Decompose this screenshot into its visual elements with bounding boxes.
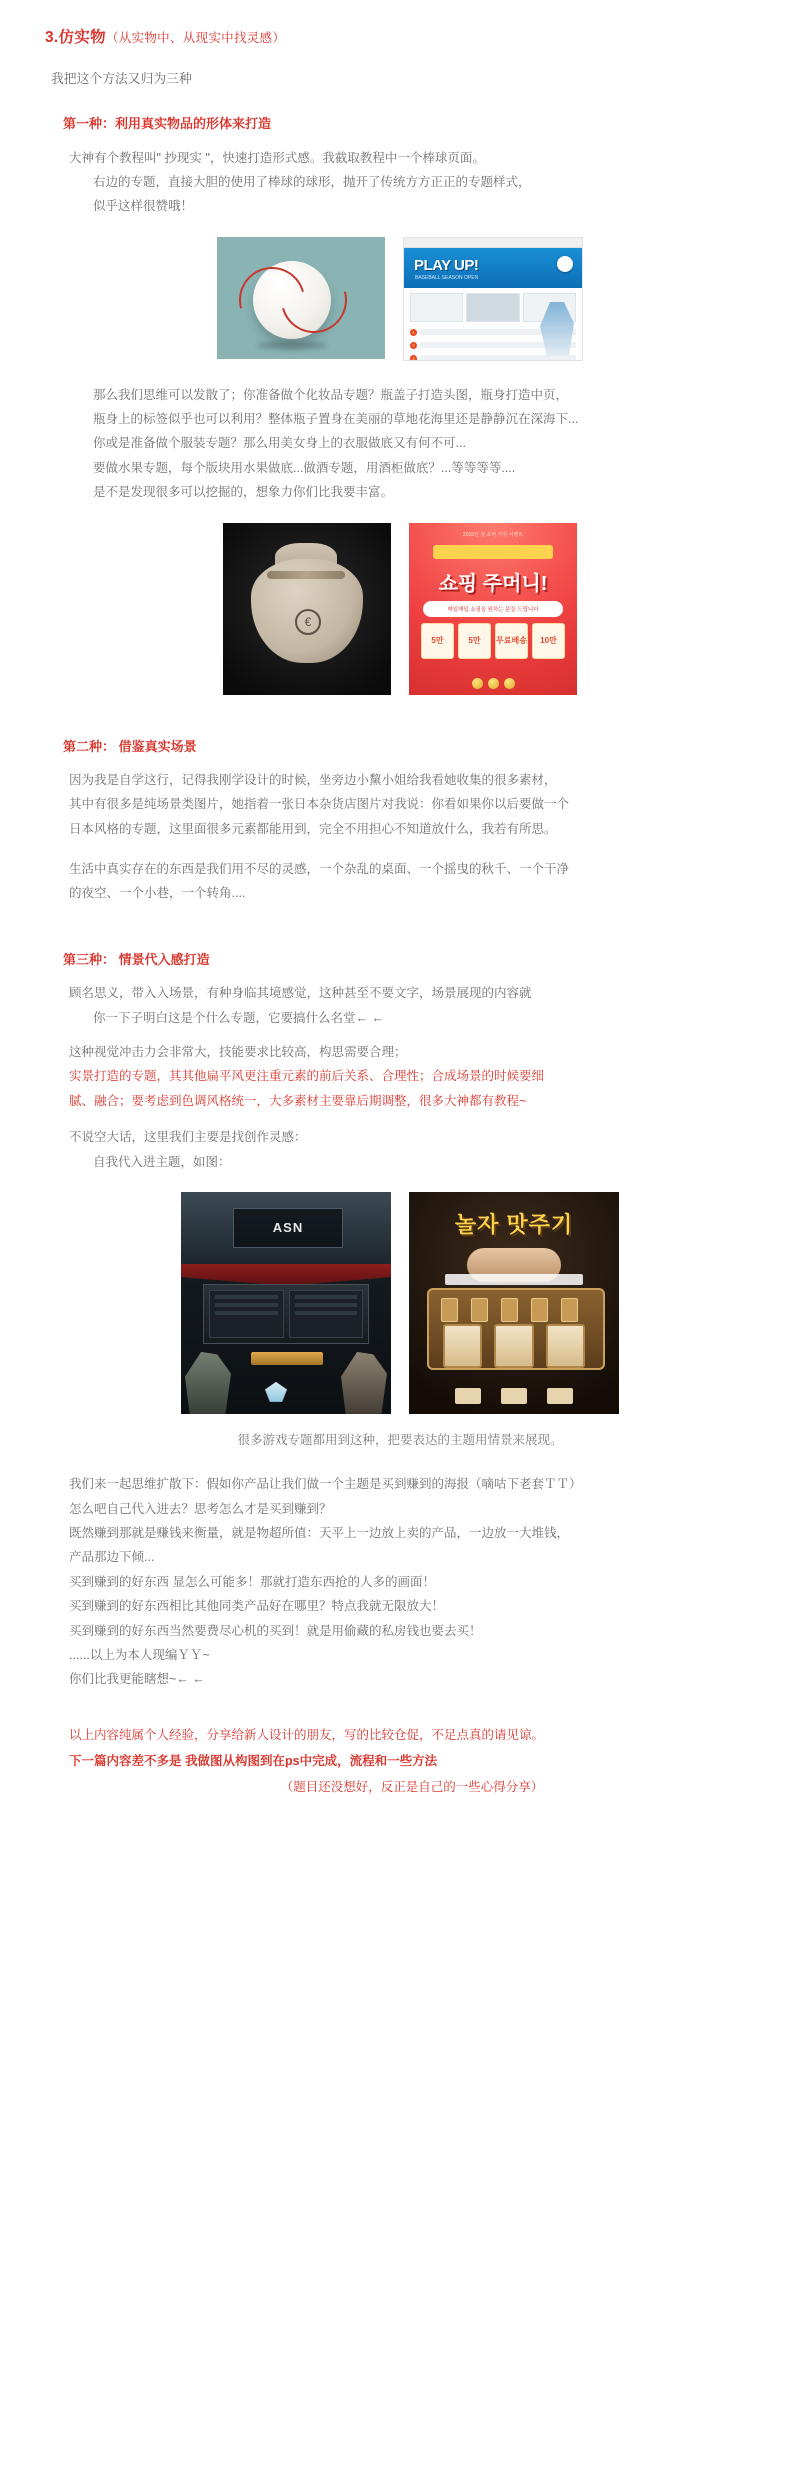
paragraph: 瓶身上的标签似乎也可以利用？整体瓶子置身在美丽的草地花海里还是静静沉在深海下... [93,412,579,427]
baseball-photo [217,237,385,359]
coupon-white-line: 매일매일 쇼핑을 원하는 분들 드립니다 [423,601,563,617]
footer-line-2-prefix: 下一篇内容差不多是 [69,1753,185,1768]
paragraph: 右边的专题，直接大胆的使用了棒球的球形，抛开了传统方方正正的专题样式， [93,174,531,189]
playup-title: PLAY UP! [414,256,479,274]
section-1-heading: 第一种：利用真实物品的形体来打造 [63,116,272,132]
footer-note [69,1722,755,1801]
poster2-cards [443,1324,585,1368]
poster2-card [546,1324,585,1368]
paragraph: 我们来一起思维扩散下：假如你产品让我们做一个主题是买到赚到的海报（嘀咕下老套ＴＴ） [69,1477,582,1492]
paragraph: 怎么吧自己代入进去？思考怎么才是买到赚到？ [69,1501,332,1516]
panel-line [295,1295,358,1299]
paragraph: ......以上为本人现编ＹＹ~ [69,1647,210,1662]
section-3-body [69,981,755,1174]
poster2-slot [441,1298,458,1322]
coin-icon [488,678,499,689]
paragraph: 日本风格的专题，这里面很多元素都能用到，完全不用担心不知道放什么，我若有所思。 [69,821,557,836]
playup-hero [404,248,582,288]
spacer [45,922,755,948]
coupon-card: 10만 [532,623,565,659]
image-caption: 很多游戏专题都用到这种，把要表达的主题用情景来展现。 [237,1432,563,1447]
poster-character-left [185,1352,231,1414]
paragraph: 生活中真实存在的东西是我们用不尽的灵感，一个杂乱的桌面、一个摇曳的秋千、一个干净 [69,862,570,877]
footer-line-3: （题目还没想好，反正是自己的一些心得分享） [280,1780,544,1795]
poster-panel-column [289,1290,364,1338]
section-3-heading: 第三种： 情景代入感打造 [63,951,210,967]
poster2-slot [471,1298,488,1322]
footer-line-2-bold: 我做图从构图到在ps中完成，流程和一些方法 [184,1753,438,1768]
section-1-body [69,146,755,219]
paragraph: 要做水果专题，每个版块用水果做底...做酒专题，用酒柜做底？...等等等等.... [93,460,516,475]
playup-cell [410,293,463,322]
pouch-photo [223,523,391,695]
coupon-small-top: 2015년 첫 소비 지원 이벤트 [462,531,524,538]
coupon-headline [409,567,577,596]
poster-panel-column [209,1290,284,1338]
page-title-subtitle: （从实物中、从现实中找灵感） [105,31,286,45]
paragraph: 似乎这样很赞哦！ [93,199,194,214]
paragraph: 大神有个教程叫" 抄现实 "，快速打造形式感。我截取教程中一个棒球页面。 [69,150,485,165]
pouch-logo-icon: € [295,609,321,635]
page-title [45,26,755,49]
paragraph: 那么我们思维可以发散了；你准备做个化妆品专题？瓶盖子打造头图，瓶身打造中页， [93,387,569,402]
coin-icon [472,678,483,689]
section-1-image-row-2 [45,523,755,695]
poster2-title: 놀자 맛주기 [454,1211,574,1237]
game-poster-left [181,1192,391,1414]
paragraph: 这种视觉冲击力会非常大，技能要求比较高，构思需要合理； [69,1045,407,1059]
paragraph: 是不是发现很多可以挖掘的，想象力你们比我要丰富。 [93,485,394,500]
section-1-image-row [45,237,755,361]
panel-line [295,1311,358,1315]
paragraph: 顾名思义，带入入场景，有种身临其境感觉，这种甚至不要文字，场景展现的内容就 [69,986,532,1001]
poster-gold-button [251,1352,323,1365]
poster2-card [443,1324,482,1368]
playup-ball-icon [557,256,573,272]
paragraph: 因为我是自学这行，记得我刚学设计的时候，坐旁边小黧小姐给我看她收集的很多素材， [69,772,557,787]
page-title-text: 3.仿实物 [45,29,106,46]
shopping-coupon-banner [409,523,577,695]
poster2-tag [501,1388,527,1404]
playup-banner [403,237,583,361]
coin-icon [504,678,515,689]
panel-line [215,1295,278,1299]
poster2-slot [531,1298,548,1322]
playup-subtitle: BASEBALL SEASON OPEN [415,274,479,281]
section-3-image-row [45,1192,755,1414]
paragraph: 你或是准备做个服装专题？那么用美女身上的衣服做底又有何不可... [93,436,466,451]
poster2-card [494,1324,533,1368]
spacer [45,709,755,735]
playup-row-number: 3 [410,355,417,361]
poster-gem-icon [265,1382,287,1402]
section-1-body-2 [69,383,755,505]
coupon-ribbon [433,545,553,559]
paragraph: 买到赚到的好东西 显怎么可能多！那就打造东西抢的人多的画面！ [69,1574,435,1589]
paragraph: 不说空大话，这里我们主要是找创作灵感： [69,1130,307,1145]
footer-line-2 [69,1748,755,1774]
paragraph: 你一下子明白这是个什么专题，它要搞什么名堂← ← [93,1010,384,1025]
coupon-card: 5만 [421,623,454,659]
paragraph: 买到赚到的好东西相比其他同类产品好在哪里？特点我就无限放大！ [69,1599,445,1614]
footer-line-1: 以上内容纯属个人经验，分享给新人设计的朋友，写的比较仓促，不足点真的请见谅。 [69,1727,545,1742]
poster-character-right [341,1352,387,1414]
poster2-slot [561,1298,578,1322]
playup-row-number: 1 [410,329,417,336]
poster2-slot [501,1298,518,1322]
paragraph: 买到赚到的好东西当然要费尽心机的买到！就是用偷藏的私房钱也要去买！ [69,1623,482,1638]
poster2-tag [455,1388,481,1404]
section-3-body-2 [69,1472,755,1691]
coupon-cards [421,623,565,659]
paragraph: 其中有很多是纯场景类图片，她指着一张日本杂货店图片对我说：你看如果你以后要做一个 [69,797,570,812]
blank-area [615,2411,755,2467]
coupon-card: 5만 [458,623,491,659]
poster-panel [203,1284,369,1344]
playup-row-number: 2 [410,342,417,349]
panel-line [215,1311,278,1315]
playup-cell [466,293,519,322]
section-2-heading: 第二种： 借鉴真实场景 [63,738,197,754]
poster2-ribbon [445,1274,583,1285]
paragraph: 既然赚到那就是赚钱来衡量，就是物超所值：天平上一边放上卖的产品，一边放一大堆钱， [69,1526,570,1540]
baseball-shadow [257,341,327,350]
paragraph: 产品那边下倾... [69,1550,155,1565]
coupon-card: 무료배송 [495,623,528,659]
paragraph-highlight: 腻、融合；要考虑到色调风格统一，大多素材主要靠后期调整，很多大神都有教程~ [69,1093,527,1108]
paragraph: 自我代入进主题，如图： [93,1154,231,1169]
paragraph: 的夜空、一个小巷，一个转角.... [69,886,246,901]
pouch-tie [267,571,345,579]
section-2-body [69,768,755,906]
paragraph: 你们比我更能瞎想~← ← [69,1672,205,1687]
playup-row-bar [420,355,576,361]
game-poster-right [409,1192,619,1414]
poster-curtain [181,1264,391,1286]
playup-topbar [404,238,582,248]
intro-paragraph: 我把这个方法又归为三种 [51,71,192,87]
coupon-headline-text: 쇼핑 주머니! [438,572,548,595]
coupon-coins [409,678,577,689]
poster2-tags [455,1388,573,1404]
panel-line [295,1303,358,1307]
panel-line [215,1303,278,1307]
paragraph-highlight: 实景打造的专题，其其他扁平风更注重元素的前后关系、合理性；合成场景的时候要细 [69,1069,545,1084]
poster2-tag [547,1388,573,1404]
poster-logo: ASN [233,1208,343,1248]
